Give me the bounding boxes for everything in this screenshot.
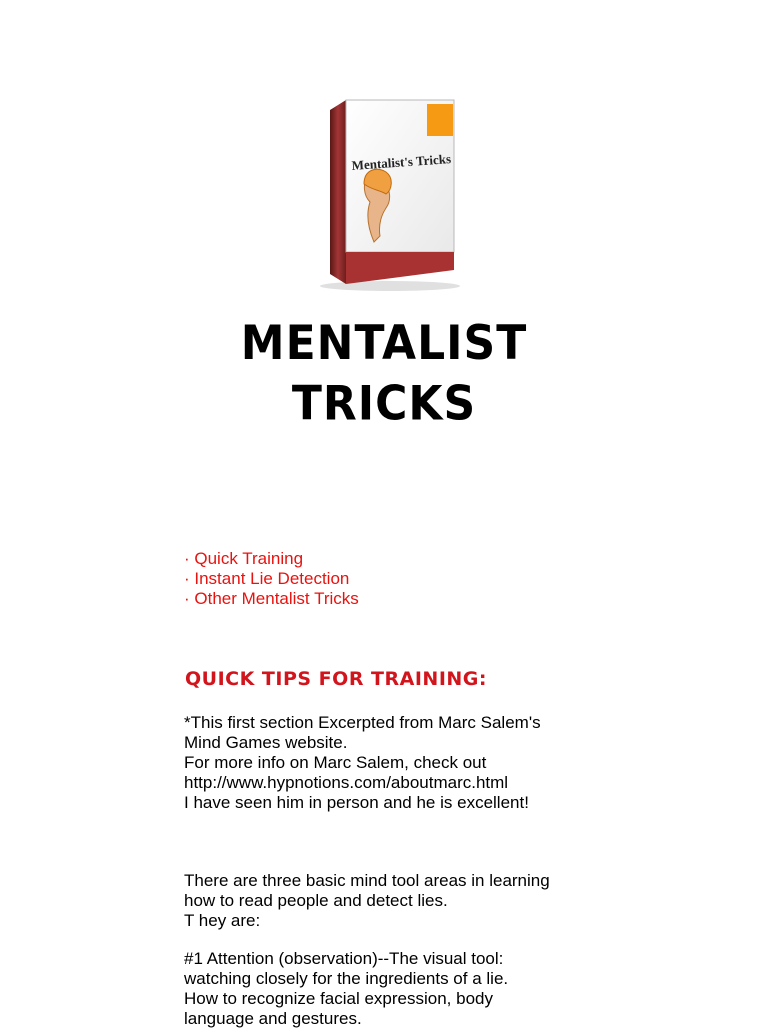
intro-line: Mind Games website. — [184, 733, 348, 752]
book-cover-image — [312, 96, 462, 292]
toc-item-other-mentalist-tricks[interactable]: · Other Mentalist Tricks — [184, 589, 359, 608]
areas-line: T hey are: — [184, 911, 261, 930]
attention-line: watching closely for the ingredients of a lie. — [184, 969, 509, 988]
areas-line: how to read people and detect lies. — [184, 891, 448, 910]
toc-item-quick-training[interactable]: · Quick Training — [184, 549, 304, 568]
intro-line: *This first section Excerpted from Marc Salem's — [184, 713, 541, 732]
title-line-2: TRICKS — [291, 376, 477, 432]
intro-line: I have seen him in person and he is excellent! — [184, 793, 529, 812]
book-cover-title: Mentalist's Tricks — [351, 151, 452, 173]
attention-line: language and gestures. — [184, 1009, 362, 1028]
areas-paragraph — [184, 871, 550, 931]
attention-line: #1 Attention (observation)--The visual tool: — [184, 949, 504, 968]
intro-paragraph — [184, 713, 541, 813]
section-heading: QUICK TIPS FOR TRAINING: — [185, 668, 487, 690]
title-line-1: MENTALIST — [240, 315, 528, 371]
attention-paragraph — [184, 949, 508, 1029]
intro-line: For more info on Marc Salem, check out — [184, 753, 487, 772]
toc-item-instant-lie-detection[interactable]: · Instant Lie Detection — [184, 569, 350, 588]
attention-line: How to recognize facial expression, body — [184, 989, 493, 1008]
page-title — [0, 314, 768, 435]
book-illustration — [312, 96, 462, 292]
areas-line: There are three basic mind tool areas in learning — [184, 871, 550, 890]
table-of-contents — [184, 549, 359, 609]
intro-link[interactable]: http://www.hypnotions.com/aboutmarc.html — [184, 773, 509, 792]
